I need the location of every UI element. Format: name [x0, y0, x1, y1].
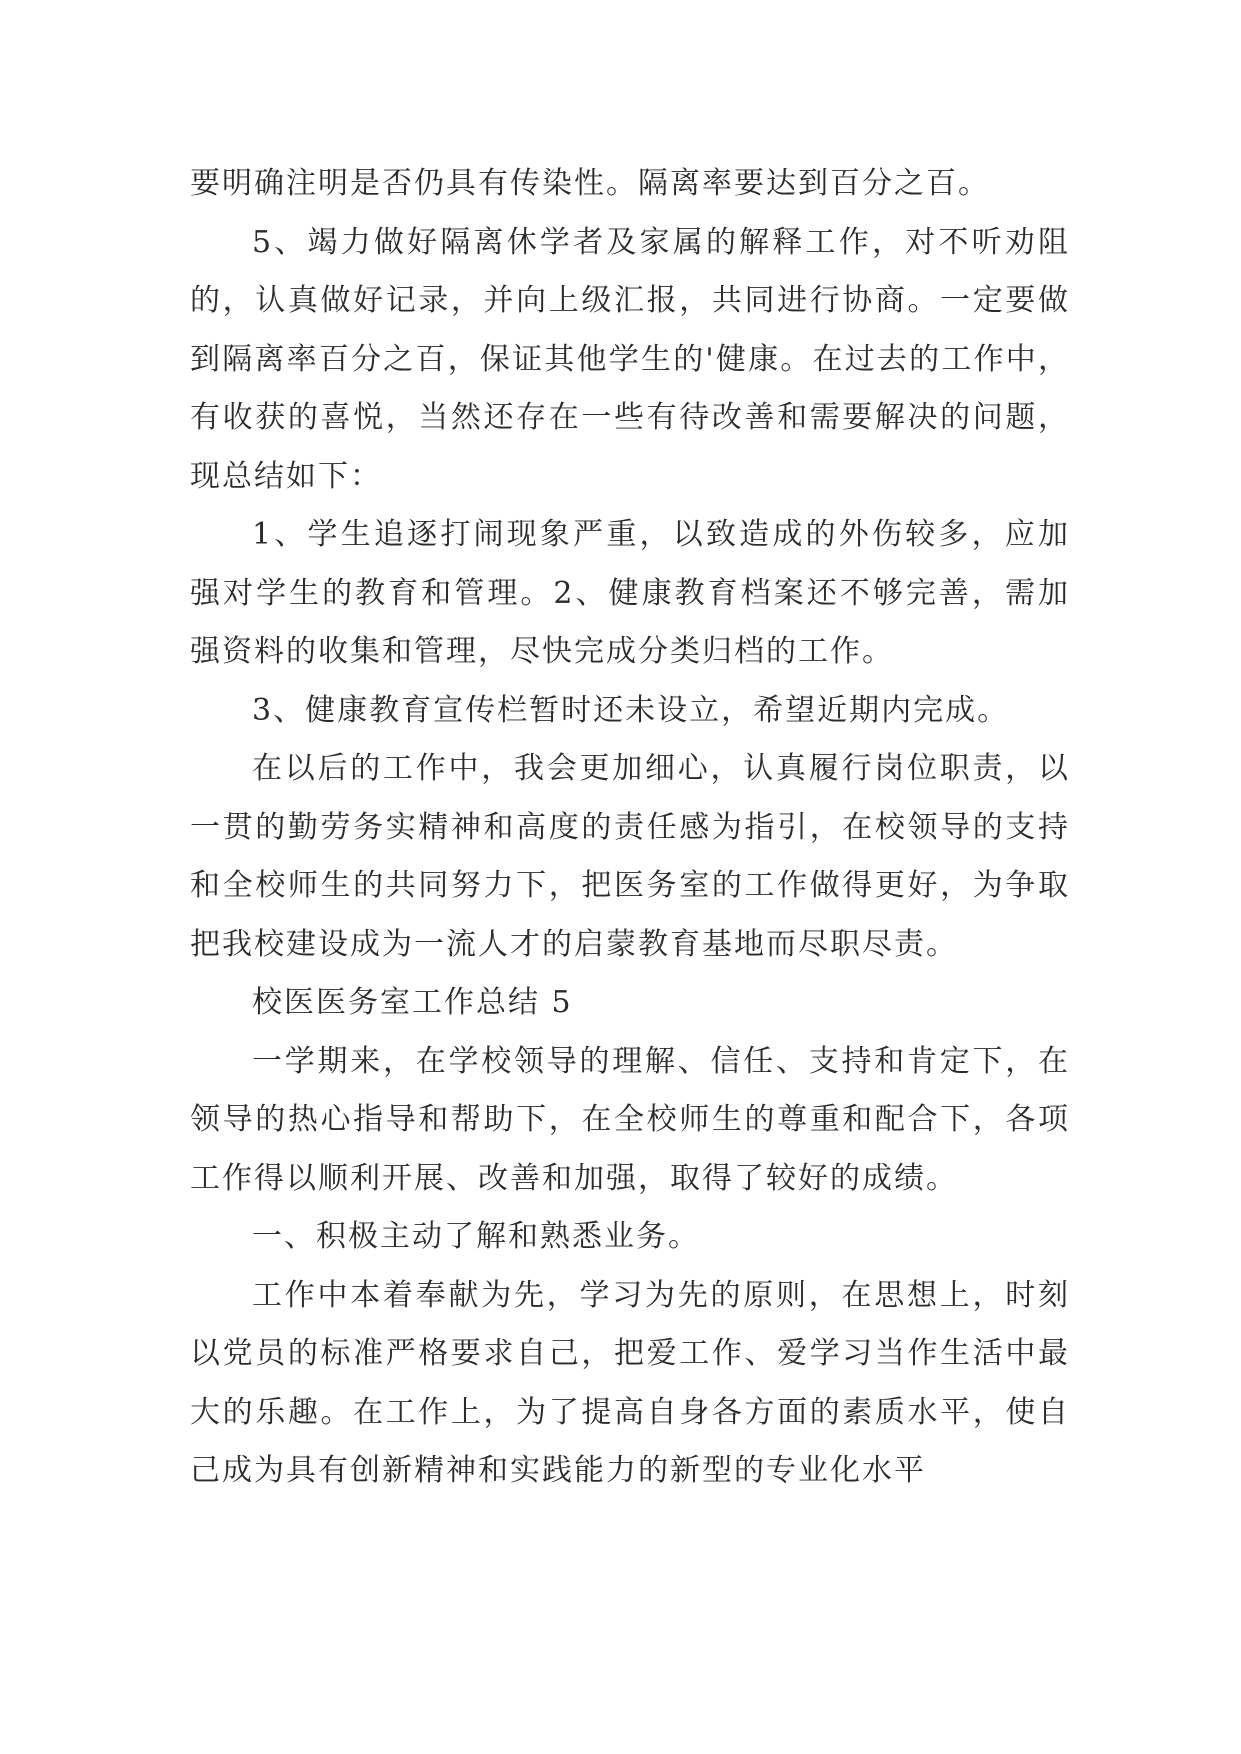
paragraph: 一学期来，在学校领导的理解、信任、支持和肯定下，在领导的热心指导和帮助下，在全校师生的尊重和配合下，各项工作得以顺利开展、改善和加强，取得了较好的成绩。	[190, 1043, 1070, 1196]
paragraph: 在以后的工作中，我会更加细心，认真履行岗位职责，以一贯的勤劳务实精神和高度的责任感为指引，在校领导的支持和全校师生的共同努力下，把医务室的工作做得更好，为争取把我校建设成为一流人才的启蒙教育基地而尽职尽责。	[190, 751, 1070, 962]
paragraph: 1、学生追逐打闹现象严重，以致造成的外伤较多，应加强对学生的教育和管理。2、健康教育档案还不够完善，需加强资料的收集和管理，尽快完成分类归档的工作。	[190, 517, 1070, 669]
subsection-heading: 一、积极主动了解和熟悉业务。	[252, 1219, 700, 1254]
paragraph: 要明确注明是否仍具有传染性。隔离率要达到百分之百。	[190, 166, 990, 201]
paragraph: 5、竭力做好隔离休学者及家属的解释工作，对不听劝阻的，认真做好记录，并向上级汇报，共同进行协商。一定要做到隔离率百分之百，保证其他学生的'健康。在过去的工作中，有收获的喜悦，当然还存在一些有待改善和需要解决的问题，现总结如下：	[190, 224, 1070, 494]
paragraph: 3、健康教育宣传栏暂时还未设立，希望近期内完成。	[252, 692, 1010, 728]
document-body	[190, 155, 1070, 1501]
paragraph: 工作中本着奉献为先，学习为先的原则，在思想上，时刻以党员的标准严格要求自己，把爱工作、爱学习当作生活中最大的乐趣。在工作上，为了提高自身各方面的素质水平，使自己成为具有创新精神和实践能力的新型的专业化水平	[190, 1277, 1070, 1488]
section-heading: 校医医务室工作总结 5	[252, 985, 573, 1020]
